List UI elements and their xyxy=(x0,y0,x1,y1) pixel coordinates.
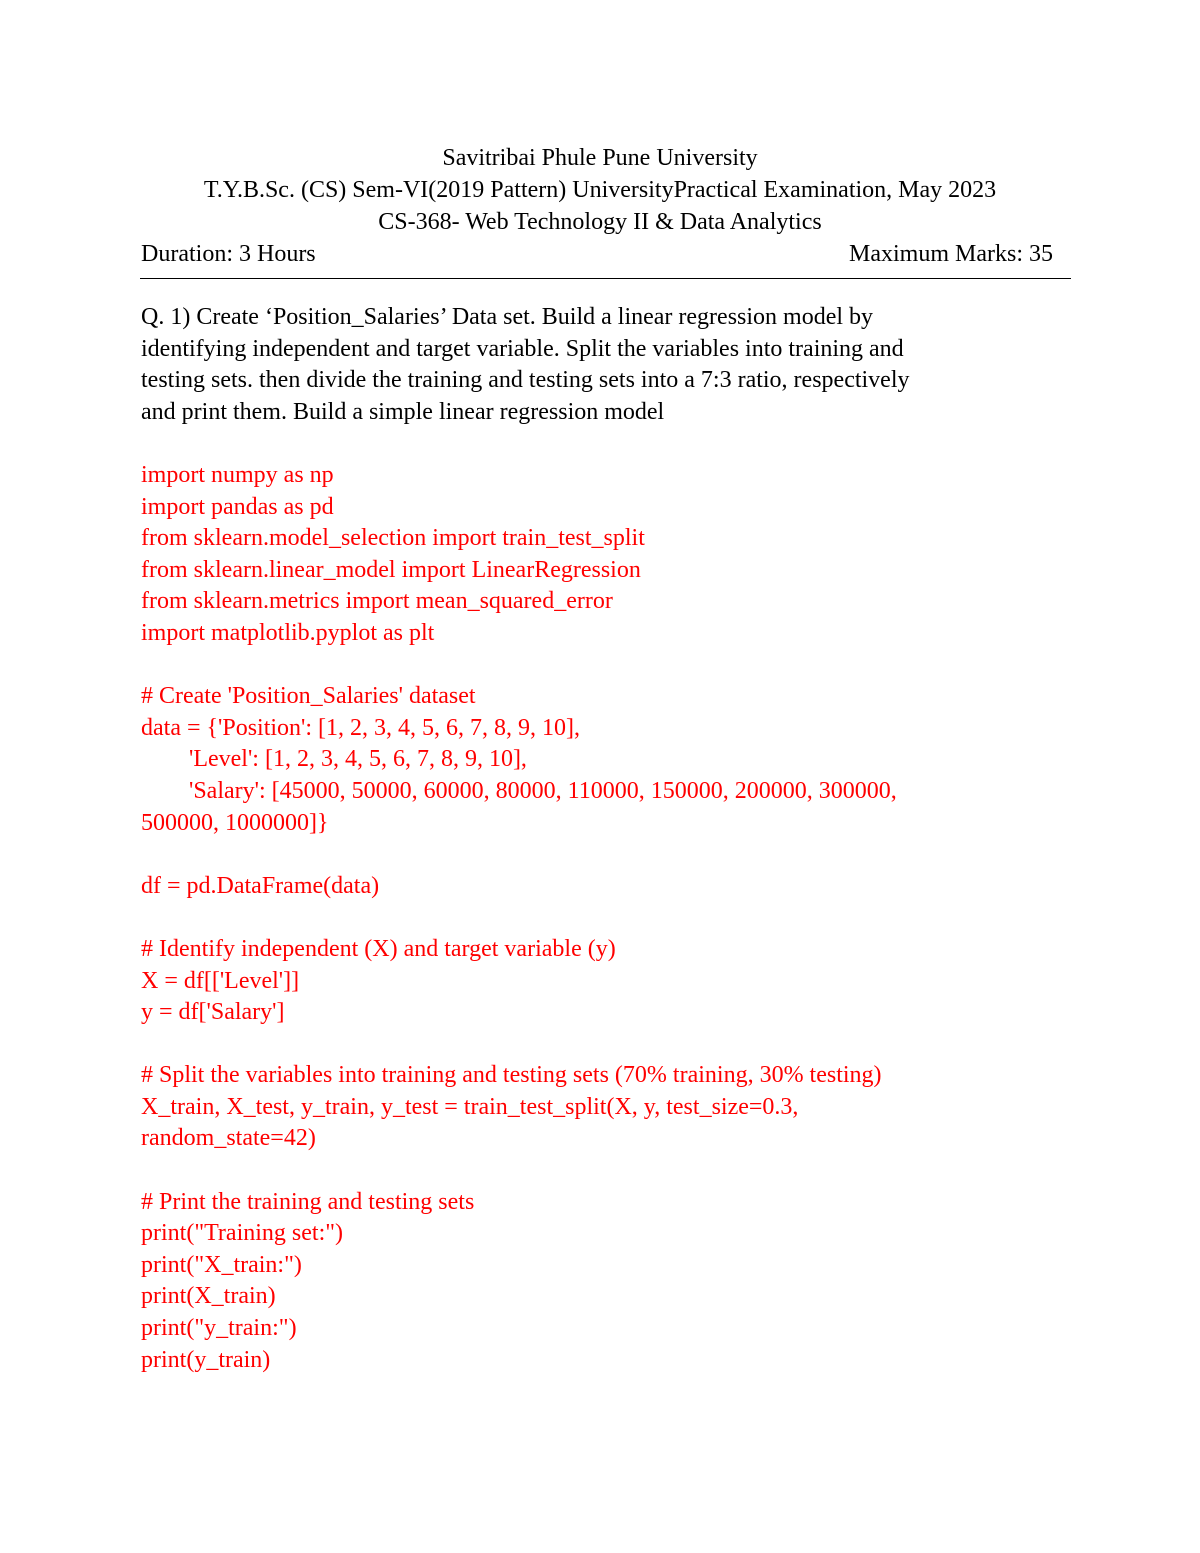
question-line: testing sets. then divide the training and testing sets into a 7:3 ratio, respectively xyxy=(141,367,910,393)
code-line: 'Level': [1, 2, 3, 4, 5, 6, 7, 8, 9, 10], xyxy=(141,746,527,773)
code-line: print(X_train) xyxy=(141,1283,276,1310)
code-line xyxy=(141,839,1061,871)
code-line: random_state=42) xyxy=(141,1125,316,1152)
code-line: from sklearn.model_selection import train_test_split xyxy=(141,525,645,552)
course-title: CS-368- Web Technology II & Data Analytics xyxy=(378,209,822,235)
code-line xyxy=(141,1155,1061,1187)
code-line: print("y_train:") xyxy=(141,1315,297,1342)
university-title: Savitribai Phule Pune University xyxy=(442,145,758,171)
code-line: df = pd.DataFrame(data) xyxy=(141,872,380,899)
question-text xyxy=(141,302,1051,428)
code-line: X = df[['Level']] xyxy=(141,967,300,994)
code-line xyxy=(141,1029,1061,1061)
code-line: X_train, X_test, y_train, y_test = train_test_split(X, y, test_size=0.3, xyxy=(141,1093,799,1120)
code-line: print(y_train) xyxy=(141,1346,271,1373)
code-line: 'Salary': [45000, 50000, 60000, 80000, 110000, 150000, 200000, 300000, xyxy=(141,777,897,804)
code-line: import pandas as pd xyxy=(141,493,334,520)
code-line: import matplotlib.pyplot as plt xyxy=(141,619,435,646)
code-line: import numpy as np xyxy=(141,462,334,488)
code-line xyxy=(141,650,1061,682)
code-line: # Identify independent (X) and target variable (y) xyxy=(141,935,616,962)
code-line: print("Training set:") xyxy=(141,1220,344,1247)
code-line: print("X_train:") xyxy=(141,1251,302,1278)
question-line: and print them. Build a simple linear regression model xyxy=(141,398,665,425)
code-line: # Split the variables into training and testing sets (70% training, 30% testing) xyxy=(141,1062,882,1089)
code-line: data = {'Position': [1, 2, 3, 4, 5, 6, 7, 8, 9, 10], xyxy=(141,714,581,741)
code-line: from sklearn.linear_model import LinearRegression xyxy=(141,556,641,583)
exam-title: T.Y.B.Sc. (CS) Sem-VI(2019 Pattern) UniversityPractical Examination, May 2023 xyxy=(203,177,997,203)
question-line: identifying independent and target variable. Split the variables into training and xyxy=(141,335,904,362)
code-line: y = df['Salary'] xyxy=(141,999,285,1026)
code-line: # Print the training and testing sets xyxy=(141,1188,475,1215)
code-block xyxy=(141,460,1061,1376)
code-line: # Create 'Position_Salaries' dataset xyxy=(141,683,476,710)
code-line xyxy=(141,902,1061,934)
exam-meta-row xyxy=(141,239,1053,269)
header-divider xyxy=(140,278,1071,279)
question-line: Q. 1) Create ‘Position_Salaries’ Data set. Build a linear regression model by xyxy=(141,304,874,330)
max-marks-label: Maximum Marks: 35 xyxy=(849,241,1053,267)
code-line: 500000, 1000000]} xyxy=(141,809,329,836)
code-line: from sklearn.metrics import mean_squared_error xyxy=(141,588,613,615)
duration-label: Duration: 3 Hours xyxy=(141,241,316,267)
